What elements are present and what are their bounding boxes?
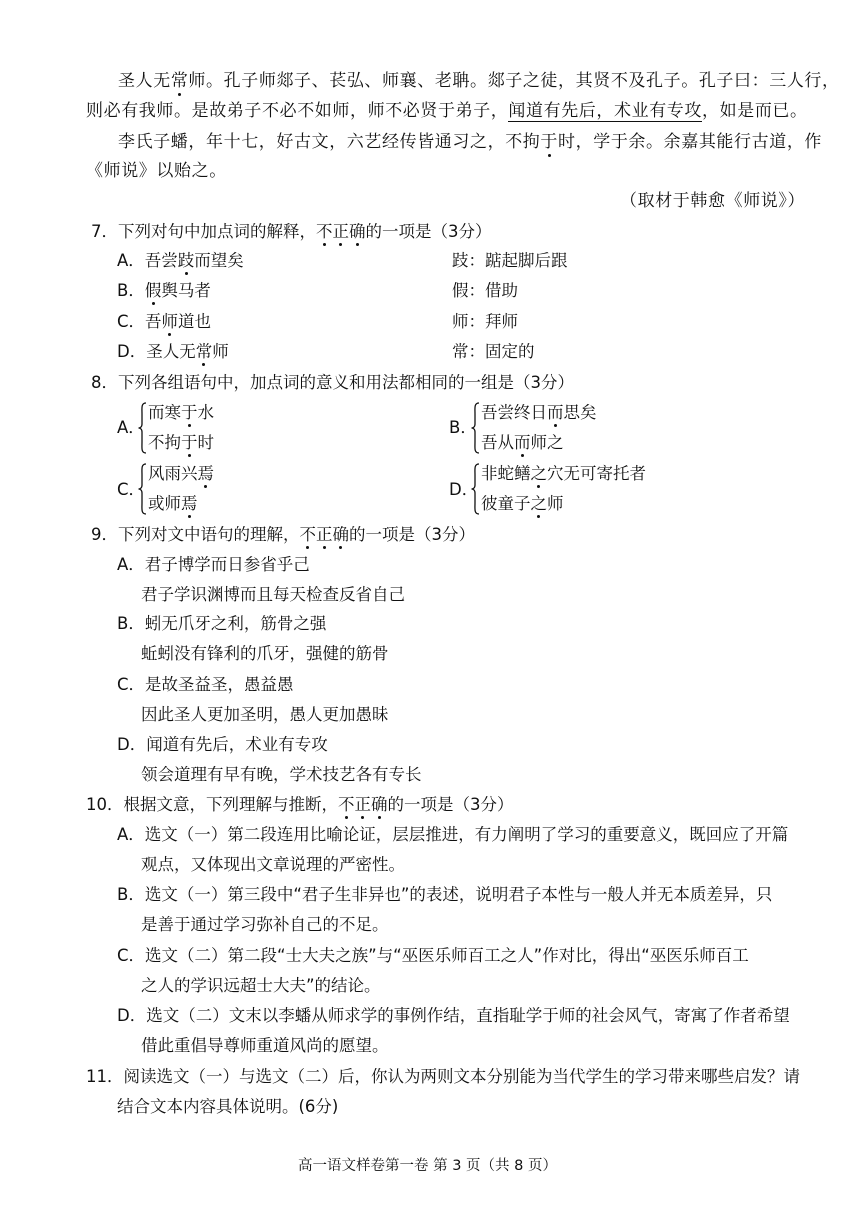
- q7-stem: [91, 221, 492, 243]
- q9-option-b: B．蚓无爪牙之利，筋骨之强: [117, 614, 327, 633]
- text-run: 吾尝终日: [481, 403, 547, 422]
- text-run: 师之: [530, 433, 564, 452]
- q9-option-d: D．闻道有先后，术业有专攻: [117, 735, 328, 754]
- q7-option-a: [117, 250, 244, 272]
- dotted-char: 正: [316, 525, 333, 544]
- passage-p2-line1: [118, 131, 822, 153]
- dotted-char: 正: [332, 222, 349, 241]
- text-run: 9．下列对文中语句的理解，: [91, 525, 300, 544]
- text-run: 穴无可寄托者: [547, 464, 646, 483]
- passage-p2-line2: 《师说》以贻之。: [86, 161, 227, 181]
- q8-option-a-top: [148, 402, 214, 424]
- text-run: C．吾: [117, 312, 162, 331]
- q10-option-d-line2: 借此重倡导尊师重道风尚的愿望。: [141, 1036, 389, 1055]
- dotted-char: 于: [181, 403, 198, 422]
- q8-option-c-bottom: [148, 493, 198, 515]
- q8-option-c-brace: [138, 463, 147, 515]
- dotted-char: 师: [161, 312, 179, 331]
- dotted-char: 确: [349, 222, 366, 241]
- text-run: 吾从: [481, 433, 514, 452]
- dotted-char: 不: [338, 795, 355, 814]
- q9-option-d-translation: 领会道理有早有晚，学术技艺各有专长: [141, 765, 422, 784]
- q8-option-a-brace: [138, 402, 147, 454]
- dotted-char: 焉: [181, 494, 198, 513]
- q9-stem: [91, 524, 475, 546]
- passage-p1-line1: [118, 70, 840, 92]
- q7-option-d: [117, 341, 229, 363]
- q8-option-d-brace: [471, 463, 480, 515]
- q9-option-c: C．是故圣益圣，愚益愚: [117, 675, 294, 694]
- text-run: A．吾尝: [117, 251, 178, 270]
- text-run: 或师: [148, 494, 181, 513]
- q8-option-b-bottom: [481, 432, 564, 454]
- text-run: 而望矣: [194, 251, 244, 270]
- q9-option-b-translation: 蚯蚓没有锋利的爪牙，强健的筋骨: [141, 644, 389, 663]
- dotted-char: 焉: [197, 464, 214, 483]
- q11-stem-line1: 11．阅读选文（一）与选文（二）后，你认为两则文本分别能为当代学生的学习带来哪些启发？请: [86, 1067, 800, 1086]
- q7-option-b: [117, 280, 211, 302]
- q10-option-b-line2: 是善于通过学习弥补自己的不足。: [141, 915, 389, 934]
- passage-source: （取材于韩愈《师说》）: [620, 191, 806, 211]
- q10-option-d-line1: D．选文（二）文末以李蟠从师求学的事例作结，直指耻学于师的社会风气，寄寓了作者希望: [117, 1006, 790, 1025]
- text-run: 师: [212, 342, 229, 361]
- text-run: 道也: [178, 312, 212, 331]
- text-run: 非蛇鳝: [481, 464, 531, 483]
- dotted-char: 不: [299, 525, 316, 544]
- dotted-char: 正: [354, 795, 371, 814]
- q10-stem: [86, 794, 514, 816]
- q8-stem: 8．下列各组语句中，加点词的意义和用法都相同的一组是（3分）: [91, 373, 574, 392]
- page-footer: 高一语文样卷第一卷 第 3 页（共 8 页）: [298, 1158, 557, 1174]
- text-run: 不拘: [148, 433, 181, 452]
- q8-option-a-letter: A．: [117, 418, 145, 437]
- q8-option-b-brace: [471, 402, 480, 454]
- q7-option-d-gloss: 常：固定的: [452, 342, 535, 361]
- text-run: 思矣: [563, 403, 597, 422]
- q8-option-a-bottom: [148, 432, 214, 454]
- q10-option-a-line2: 观点，又体现出文章说理的严密性。: [141, 855, 405, 874]
- dotted-char: 常: [170, 71, 189, 91]
- q10-option-c-line2: 之人的学识远超士大夫”的结论。: [141, 976, 381, 995]
- text-run: 彼童子: [481, 494, 531, 513]
- dotted-char: 而: [514, 433, 531, 452]
- dotted-char: 于: [540, 132, 559, 152]
- text-run: 师: [547, 494, 564, 513]
- dotted-char: 于: [181, 433, 198, 452]
- text-run: 李氏子蟠，年十七，好古文，六艺经传皆通习之，不拘: [118, 132, 541, 152]
- q8-option-d-bottom: [481, 493, 564, 515]
- q9-option-a-translation: 君子学识渊博而且每天检查反省自己: [141, 585, 405, 604]
- text-run: 而寒: [148, 403, 181, 422]
- text-run: 的一项是（3分）: [387, 795, 514, 814]
- passage-p1-line2: 则必有我师。是故弟子不必不如师，师不必贤于弟子，闻道有先后，术业有专攻，如是而已。: [86, 101, 808, 121]
- q8-option-d-top: [481, 463, 646, 485]
- dotted-char: 不: [316, 222, 333, 241]
- text-run: 舆马者: [161, 281, 211, 300]
- q9-option-a: A．君子博学而日参省乎己: [117, 555, 310, 574]
- text-run: 的一项是（3分）: [349, 525, 475, 544]
- dotted-char: 而: [547, 403, 564, 422]
- underlined-sentence: 闻道有先后，术业有专攻: [508, 101, 703, 121]
- text-run: 7．下列对句中加点词的解释，: [91, 222, 316, 241]
- q10-option-a-line1: A．选文（一）第二段连用比喻论证，层层推进，有力阐明了学习的重要意义，既回应了开篇: [117, 825, 789, 844]
- dotted-char: 之: [530, 464, 547, 483]
- text-run: D．圣人无: [117, 342, 196, 361]
- dotted-char: 常: [195, 342, 213, 361]
- dotted-char: 之: [530, 494, 547, 513]
- dotted-char: 确: [371, 795, 388, 814]
- q10-option-b-line1: B．选文（一）第三段中“君子生非异也”的表述，说明君子本性与一般人并无本质差异，只: [117, 885, 773, 904]
- q7-option-b-gloss: 假：借助: [452, 281, 518, 300]
- text-run: 的一项是（3分）: [365, 222, 492, 241]
- q8-option-c-top: [148, 463, 214, 485]
- q8-option-c-letter: C．: [117, 480, 146, 499]
- dotted-char: 跂: [177, 251, 195, 270]
- q8-option-d-letter: D．: [449, 480, 479, 499]
- text-run: 水: [197, 403, 214, 422]
- q8-option-b-top: [481, 402, 597, 424]
- dotted-char: 确: [332, 525, 349, 544]
- q10-option-c-line1: C．选文（二）第二段“士大夫之族”与“巫医乐师百工之人”作对比，得出“巫医乐师百工: [117, 946, 749, 965]
- q11-stem-line2: 结合文本内容具体说明。(6分): [117, 1097, 339, 1116]
- text-run: 10．根据文意，下列理解与推断，: [86, 795, 338, 814]
- q7-option-c: [117, 311, 211, 333]
- q9-option-c-translation: 因此圣人更加圣明，愚人更加愚昧: [141, 705, 389, 724]
- q7-option-c-gloss: 师：拜师: [452, 312, 518, 331]
- dotted-char: 假: [144, 281, 162, 300]
- q7-option-a-gloss: 跂：踮起脚后跟: [452, 251, 568, 270]
- text-run: 时，学于余。余嘉其能行古道，作: [558, 132, 823, 152]
- text-run: 风雨兴: [148, 464, 198, 483]
- text-run: B．: [117, 281, 145, 300]
- text-run: 圣人无: [118, 71, 171, 91]
- q8-option-b-letter: B．: [449, 418, 477, 437]
- text-run: 师。孔子师郯子、苌弘、师襄、老聃。郯子之徒，其贤不及孔子。孔子曰：三人行，: [188, 71, 840, 91]
- text-run: 时: [197, 433, 214, 452]
